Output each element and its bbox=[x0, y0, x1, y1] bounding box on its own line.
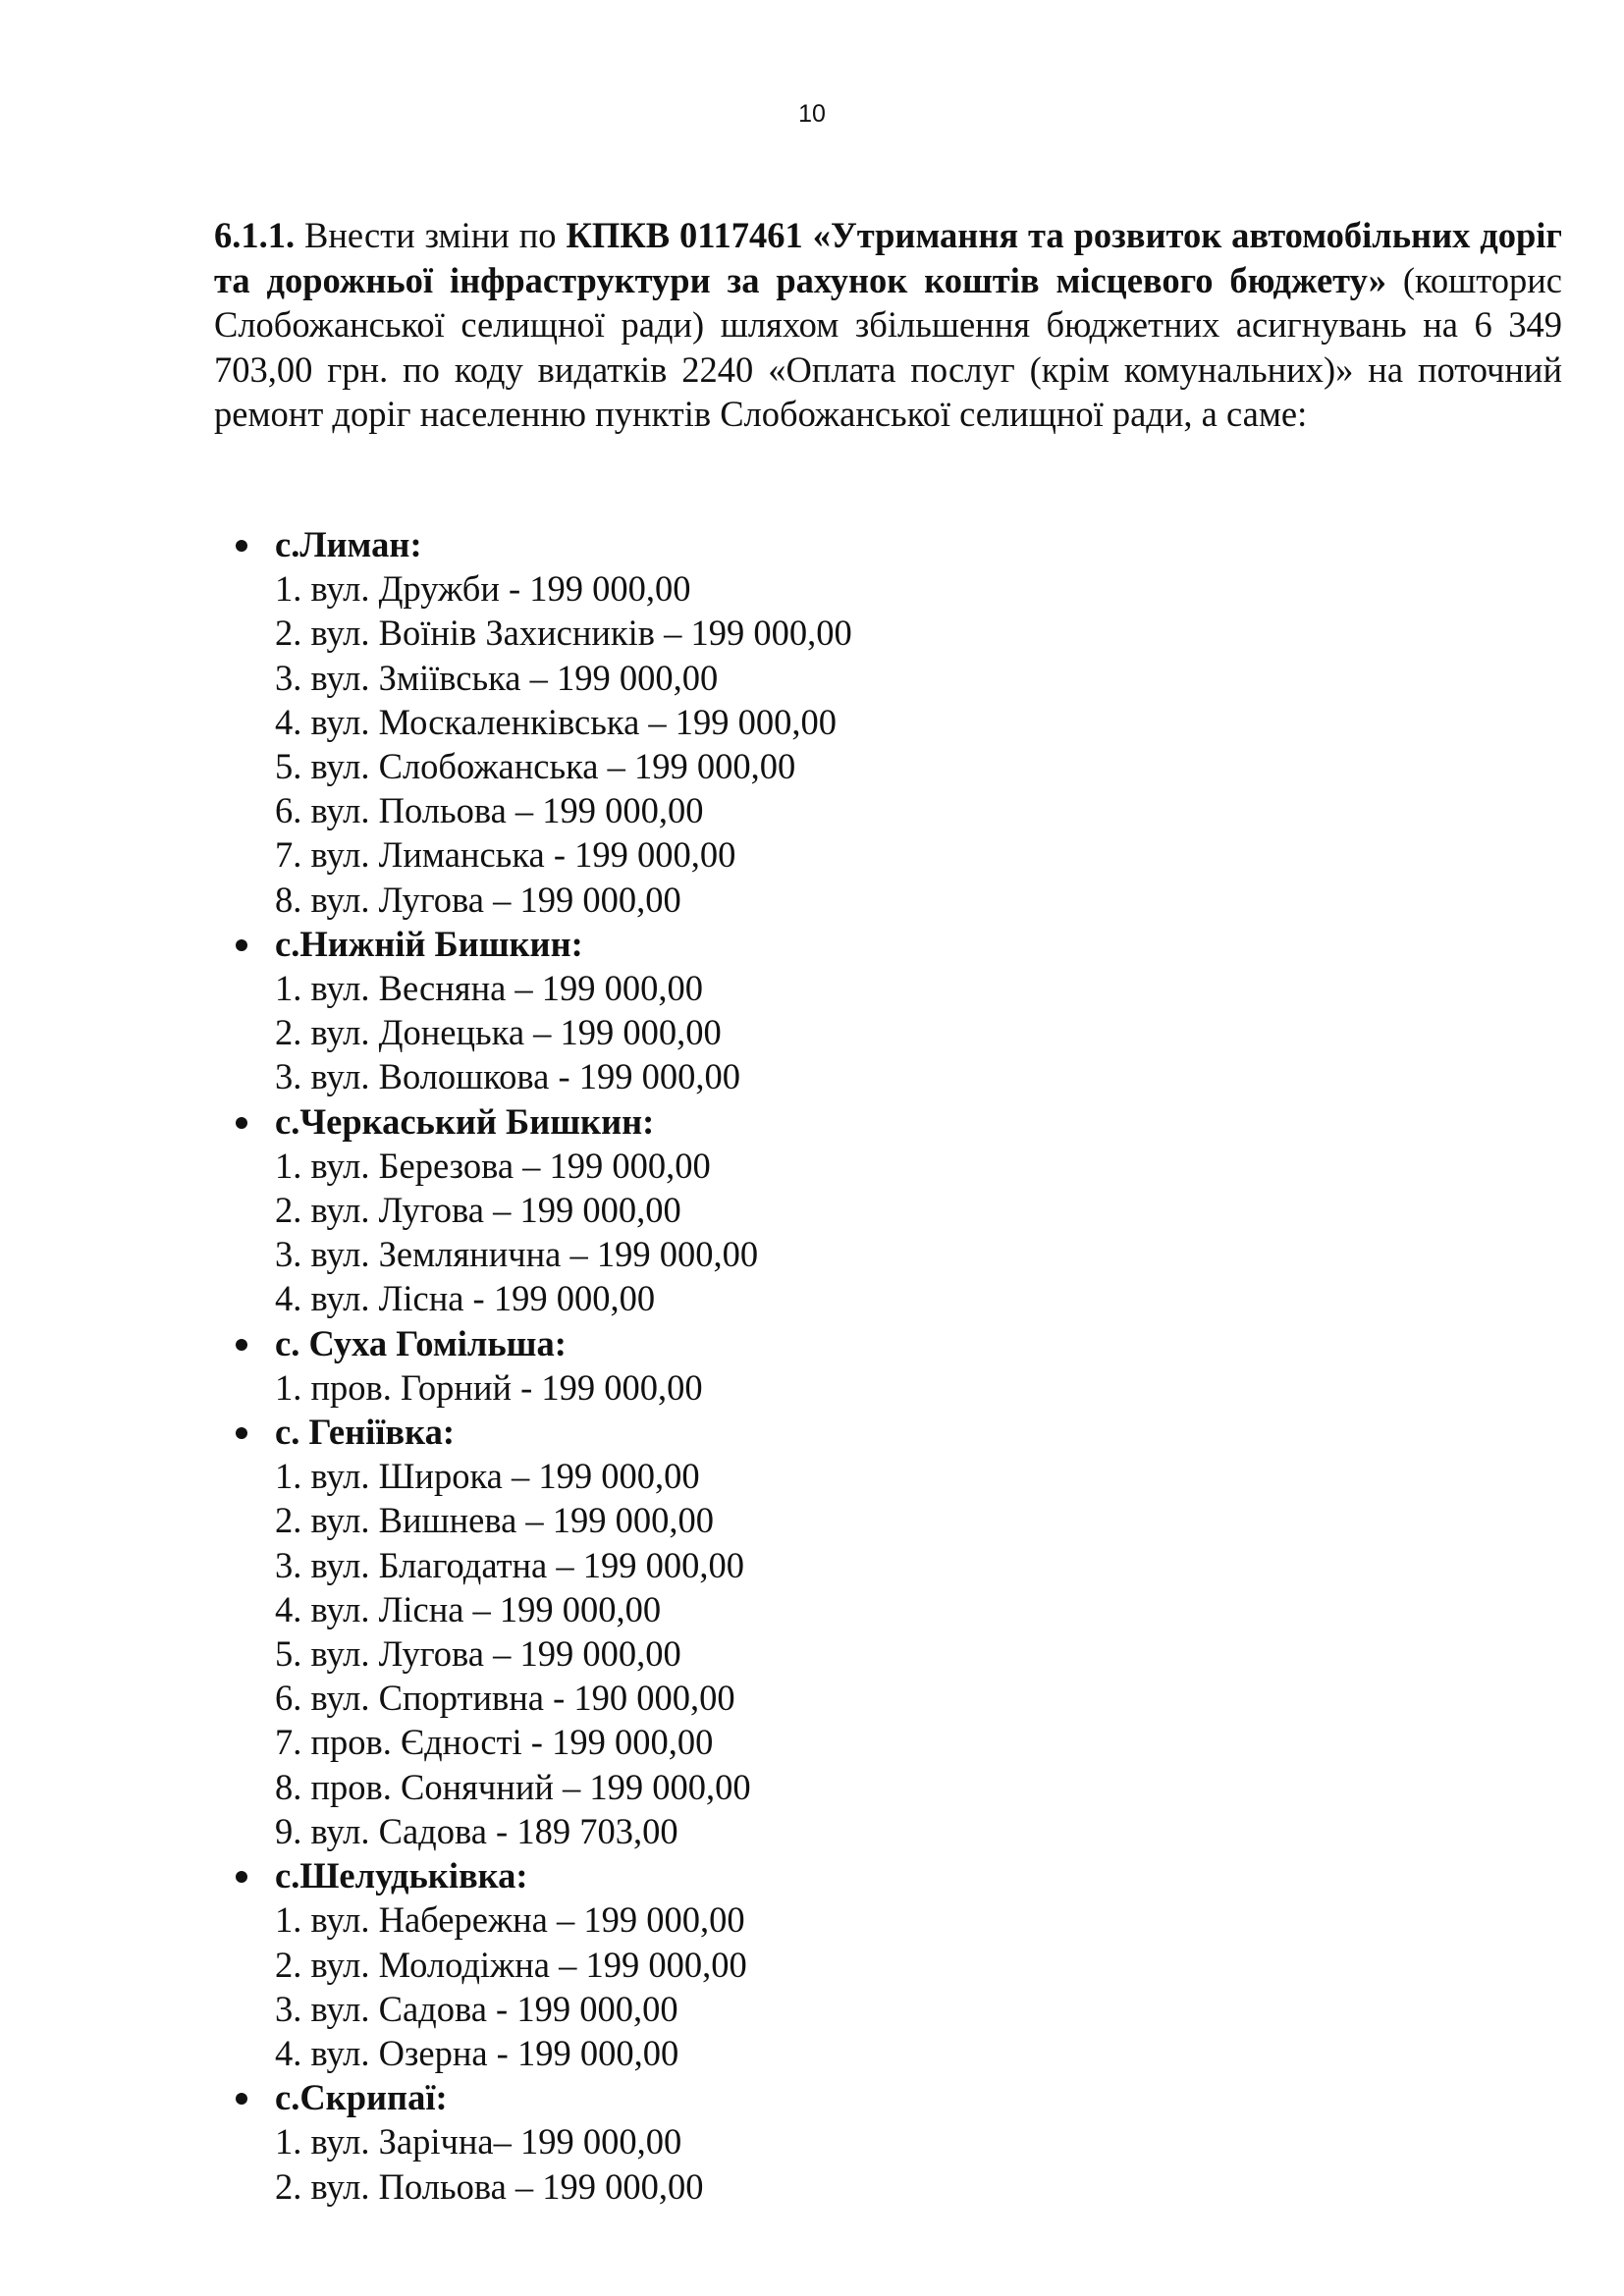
village-group bbox=[0, 1410, 852, 1853]
street-item: 4. вул. Озерна - 199 000,00 bbox=[275, 2032, 679, 2073]
village-name: с. Геніївка: bbox=[0, 1410, 852, 1454]
village-name: с.Скрипаї: bbox=[0, 2075, 852, 2119]
street-item: 6. вул. Польова – 199 000,00 bbox=[275, 790, 704, 831]
village-name: с. Суха Гомільша: bbox=[0, 1321, 852, 1365]
intro-lead: Внести зміни по bbox=[295, 215, 567, 255]
village-group bbox=[0, 922, 852, 1099]
street-list bbox=[0, 2119, 852, 2208]
intro-paragraph bbox=[214, 213, 1562, 437]
street-item: 1. вул. Набережна – 199 000,00 bbox=[275, 1899, 745, 1941]
street-item: 5. вул. Слобожанська – 199 000,00 bbox=[275, 746, 796, 787]
street-list bbox=[0, 966, 852, 1099]
street-list bbox=[0, 566, 852, 922]
street-item: 5. вул. Лугова – 199 000,00 bbox=[275, 1633, 681, 1675]
village-group bbox=[0, 1853, 852, 2075]
street-list bbox=[0, 1454, 852, 1853]
budget-program-code: КПКВ 0117461 «Утримання та розвиток автомобільних доріг та дорожньої інфраструктури за рахунок коштів місцевого бюджету» bbox=[214, 215, 1562, 300]
village-name: с.Черкаський Бишкин: bbox=[0, 1099, 852, 1144]
street-item: 3. вул. Землянична – 199 000,00 bbox=[275, 1234, 759, 1275]
street-item: 3. вул. Садова - 199 000,00 bbox=[275, 1988, 678, 2029]
street-item: 1. вул. Весняна – 199 000,00 bbox=[275, 968, 704, 1009]
village-group bbox=[0, 522, 852, 922]
street-item: 3. вул. Волошкова - 199 000,00 bbox=[275, 1056, 741, 1097]
street-item: 8. пров. Сонячний – 199 000,00 bbox=[275, 1766, 751, 1807]
street-item: 6. вул. Спортивна - 190 000,00 bbox=[275, 1678, 735, 1719]
street-item: 7. пров. Єдності - 199 000,00 bbox=[275, 1722, 714, 1763]
section-number: 6.1.1. bbox=[214, 215, 296, 255]
street-item: 2. вул. Польова – 199 000,00 bbox=[275, 2165, 704, 2207]
street-item: 3. вул. Зміївська – 199 000,00 bbox=[275, 657, 719, 698]
village-list bbox=[0, 522, 852, 2209]
street-item: 2. вул. Вишнева – 199 000,00 bbox=[275, 1500, 715, 1541]
street-item: 2. вул. Донецька – 199 000,00 bbox=[275, 1012, 722, 1053]
page-number: 10 bbox=[798, 100, 826, 128]
intro-text: (кошторис Слобожанської селищної ради) шляхом збільшення бюджетних асигнувань на 6 349 703,00 грн. по коду видатків 2240 «Оплата послуг (крім комунальних)» на поточний ремонт доріг населенню пунктів Слобожанської селищної ради, а саме: bbox=[214, 259, 1562, 434]
street-item: 2. вул. Молодіжна – 199 000,00 bbox=[275, 1944, 747, 1985]
village-group bbox=[0, 1099, 852, 1321]
street-list bbox=[0, 1365, 852, 1410]
street-item: 4. вул. Москаленківська – 199 000,00 bbox=[275, 701, 838, 742]
street-item: 1. вул. Березова – 199 000,00 bbox=[275, 1145, 711, 1186]
village-name: с.Шелудьківка: bbox=[0, 1853, 852, 1897]
village-name: с.Нижній Бишкин: bbox=[0, 922, 852, 966]
street-item: 1. вул. Зарічна– 199 000,00 bbox=[275, 2121, 682, 2163]
street-item: 2. вул. Воїнів Захисників – 199 000,00 bbox=[275, 613, 852, 654]
village-name: с.Лиман: bbox=[0, 522, 852, 566]
village-group bbox=[0, 2075, 852, 2209]
street-item: 8. вул. Лугова – 199 000,00 bbox=[275, 879, 681, 920]
street-item: 4. вул. Лісна – 199 000,00 bbox=[275, 1588, 662, 1629]
street-item: 4. вул. Лісна - 199 000,00 bbox=[275, 1278, 656, 1319]
street-item: 1. вул. Дружби - 199 000,00 bbox=[275, 568, 691, 610]
street-item: 9. вул. Садова - 189 703,00 bbox=[275, 1810, 678, 1851]
street-item: 2. вул. Лугова – 199 000,00 bbox=[275, 1190, 681, 1231]
street-item: 1. пров. Горний - 199 000,00 bbox=[275, 1366, 703, 1408]
street-list bbox=[0, 1144, 852, 1321]
street-item: 1. вул. Широка – 199 000,00 bbox=[275, 1456, 700, 1497]
street-list bbox=[0, 1897, 852, 2075]
street-item: 7. вул. Лиманська - 199 000,00 bbox=[275, 834, 736, 876]
street-item: 3. вул. Благодатна – 199 000,00 bbox=[275, 1544, 745, 1585]
village-group bbox=[0, 1321, 852, 1410]
